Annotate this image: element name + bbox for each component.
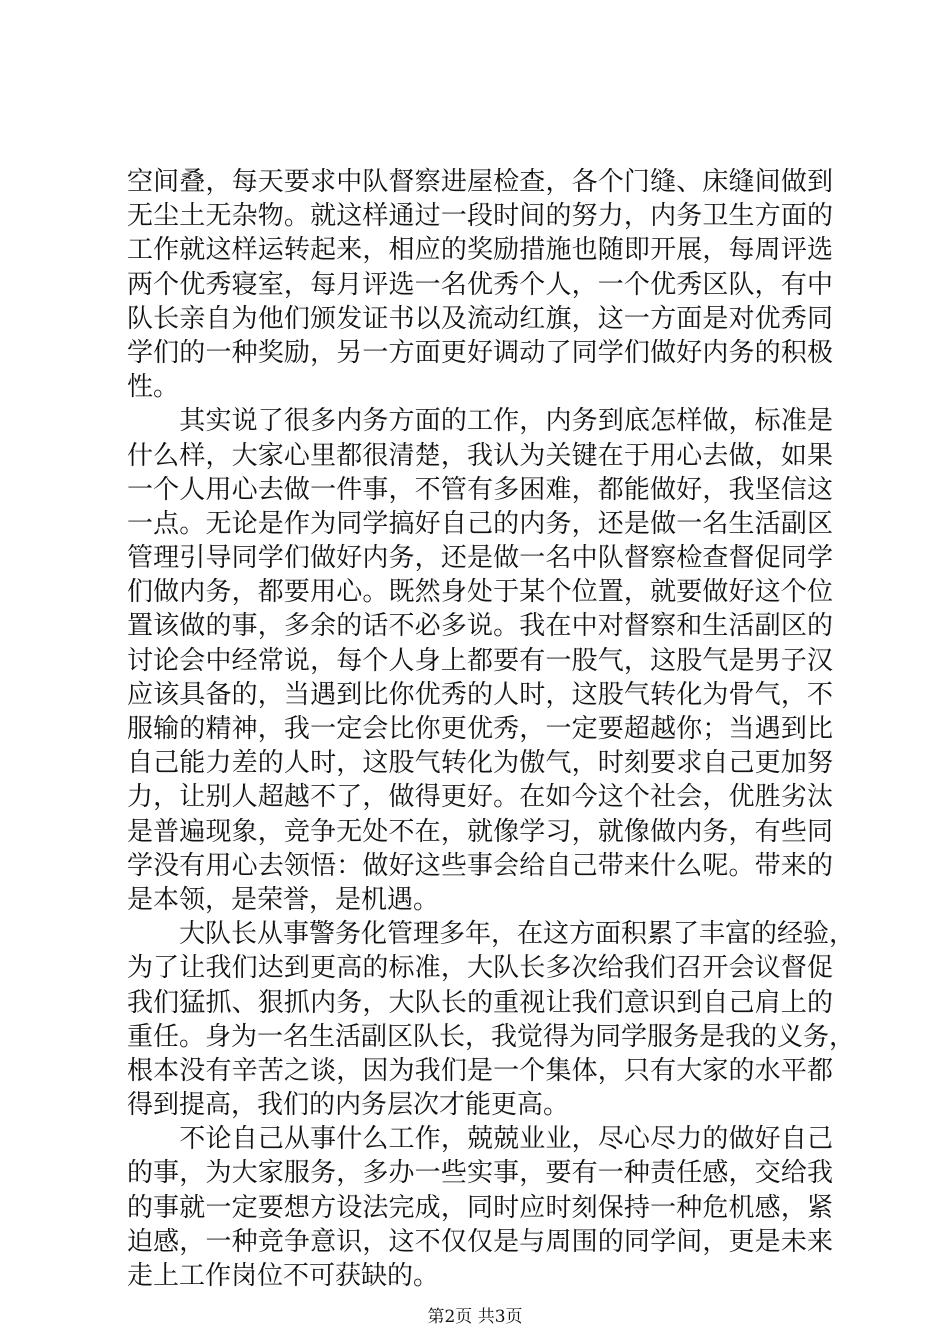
text-line: 我们猛抓、狠抓内务，大队长的重视让我们意识到自己肩上的	[127, 987, 833, 1018]
text-line: 管理引导同学们做好内务，还是做一名中队督察检查督促同学	[127, 543, 833, 574]
text-line: 学们的一种奖励，另一方面更好调动了同学们做好内务的积极	[127, 337, 833, 368]
text-line: 工作就这样运转起来，相应的奖励措施也随即开展，每周评选	[127, 235, 833, 266]
text-line: 服输的精神，我一定会比你更优秀，一定要超越你；当遇到比	[127, 714, 833, 744]
text-line: 力，让别人超越不了，做得更好。在如今这个社会，优胜劣汰	[127, 782, 833, 813]
paragraph-4	[127, 1122, 833, 1293]
text-line: 什么样，大家心里都很清楚，我认为关键在于用心去做，如果	[127, 440, 833, 471]
text-line: 无尘土无杂物。就这样通过一段时间的努力，内务卫生方面的	[127, 201, 833, 232]
paragraph-3	[127, 917, 856, 1122]
text-line: 一点。无论是作为同学搞好自己的内务，还是做一名生活副区	[127, 508, 833, 539]
text-line: 空间叠，每天要求中队督察进屋检查，各个门缝、床缝间做到	[127, 167, 833, 197]
paragraph-1	[127, 165, 833, 404]
text-line: 学没有用心去领悟：做好这些事会给自己带来什么呢。带来的	[127, 850, 833, 881]
text-line: 的事，为大家服务，多办一些实事，要有一种责任感，交给我	[127, 1158, 833, 1189]
text-line: 讨论会中经常说，每个人身上都要有一股气，这股气是男子汉	[127, 645, 833, 676]
text-line: 一个人用心去做一件事，不管有多困难，都能做好，我坚信这	[127, 474, 833, 505]
text-line: 大队长从事警务化管理多年，在这方面积累了丰富的经验，	[127, 919, 856, 950]
text-line: 根本没有辛苦之谈，因为我们是一个集体，只有大家的水平都	[127, 1055, 833, 1086]
paragraph-2	[127, 404, 833, 917]
page-footer: 第2页 共3页	[427, 1307, 523, 1327]
text-line: 得到提高，我们的内务层次才能更高。	[127, 1090, 570, 1121]
text-line: 置该做的事，多余的话不必多说。我在中对督察和生活副区的	[127, 611, 833, 642]
text-line: 自己能力差的人时，这股气转化为傲气，时刻要求自己更加努	[127, 748, 833, 779]
text-line: 不论自己从事什么工作，兢兢业业，尽心尽力的做好自己	[127, 1124, 833, 1155]
document-body	[127, 165, 856, 1293]
text-line: 应该具备的，当遇到比你优秀的人时，这股气转化为骨气，不	[127, 679, 833, 710]
text-line: 们做内务，都要用心。既然身处于某个位置，就要做好这个位	[127, 577, 833, 608]
text-line: 性。	[127, 372, 180, 403]
text-line: 是普遍现象，竞争无处不在，就像学习，就像做内务，有些同	[127, 816, 833, 847]
text-line: 两个优秀寝室，每月评选一名优秀个人，一个优秀区队，有中	[127, 269, 833, 300]
text-line: 迫感，一种竞争意识，这不仅仅是与周围的同学间，更是未来	[127, 1226, 833, 1257]
text-line: 的事就一定要想方设法完成，同时应时刻保持一种危机感，紧	[127, 1192, 833, 1223]
text-line: 队长亲自为他们颁发证书以及流动红旗，这一方面是对优秀同	[127, 303, 833, 334]
text-line: 为了让我们达到更高的标准，大队长多次给我们召开会议督促	[127, 953, 833, 984]
text-line: 其实说了很多内务方面的工作，内务到底怎样做，标准是	[127, 406, 833, 437]
text-line: 重任。身为一名生活副区队长，我觉得为同学服务是我的义务，	[127, 1021, 856, 1052]
text-line: 走上工作岗位不可获缺的。	[127, 1261, 440, 1291]
text-line: 是本领，是荣誉，是机遇。	[127, 884, 440, 915]
